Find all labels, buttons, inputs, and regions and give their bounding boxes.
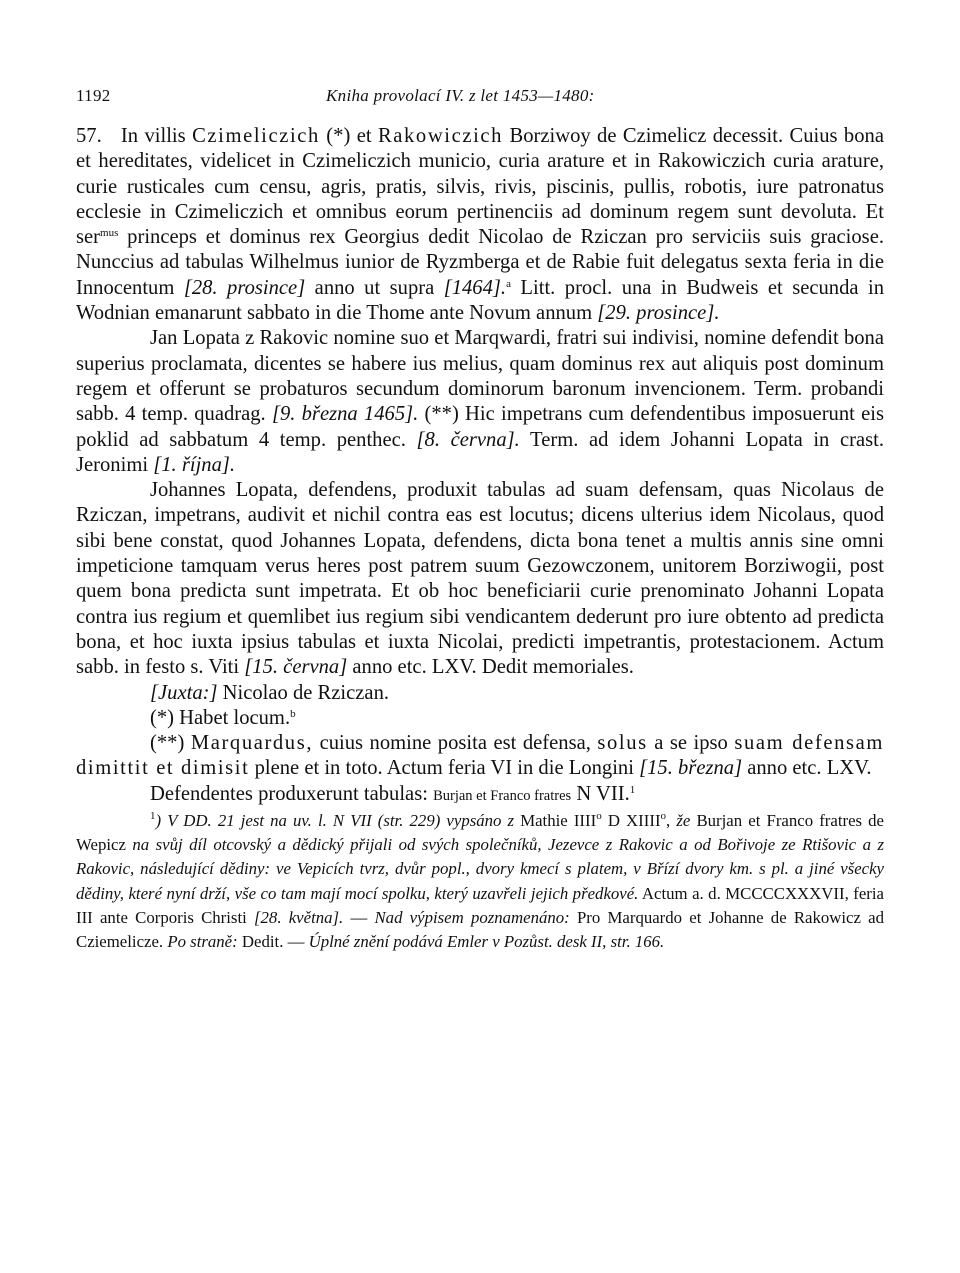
entry-paragraph-4: [Juxta:] Nicolao de Rziczan.	[150, 681, 390, 704]
date-note: [15. března]	[639, 757, 743, 780]
editorial-note: [Juxta:]	[150, 681, 218, 704]
note-marker: b	[290, 707, 296, 720]
footnote-ref: 1	[629, 783, 636, 796]
entry-paragraph-6: (**) Marquardus, cuius nomine posita est defensa, solus a se ipso suam defensam dimittit et dimisit plene et in toto. Actum feria VI in die Longini [15. března] anno etc. LXV.	[76, 732, 884, 780]
date-note: [9. března 1465].	[271, 403, 419, 426]
spaced-text: suam defensam dimittit et dimisit	[76, 732, 884, 780]
spaced-place-name: Czimeliczich	[192, 125, 320, 147]
spaced-place-name: Rakowiczich	[377, 125, 504, 147]
date-note: [1464].	[443, 276, 507, 299]
entry-paragraph-5: (*) Habet locum.$^b$	[150, 706, 296, 729]
date-note: [15. června]	[244, 656, 348, 679]
defendants-names: Burjan et Franco fratres	[433, 787, 572, 804]
entry-number: 57.	[76, 125, 102, 147]
footnote-1: $^1$) V DD. 21 jest na uv. l. N VII (str. 229) vypsáno z Mathie IIII$^o$ D XIIII$^o$, že Burjan et Franco fratres de Wepicz na svůj díl otcovský a dědický přijali od svých společníků, Jezevce z Rakovic a od Bořivoje ze Rtišovic a z Rakovic, následující dědiny: ve Vepicích tvrz, dvůr popl., dvory kmecí s platem, v Břízí dvory km. s pl. a jiné všecky dědiny, které nyní drží, vše co tam mají mocí spolku, který uzavřeli jejich předkové. Actum a. d. MCCCCXXXVII, feria III ante Corporis Christi [28. května]. — Nad výpisem poznamenáno: Pro Marquardo et Johanne de Rakowicz ad Cziemelicze. Po straně: Dedit. — Úplné znění podává Emler v Pozůst. desk II, str. 166.	[76, 810, 885, 952]
date-note: [1. října].	[153, 453, 236, 476]
page-header-title: Kniha provolací IV. z let 1453—1480:	[326, 86, 595, 105]
entry-body	[76, 124, 884, 809]
spaced-text: Marquardus,	[190, 732, 314, 755]
running-head	[76, 86, 884, 106]
spaced-text: solus	[597, 732, 648, 755]
entry-paragraph-7: Defendentes produxerunt tabulas: Burjan et Franco fratres N VII.$^1$	[150, 782, 636, 805]
note-marker: a	[506, 277, 511, 290]
footnotes	[76, 809, 884, 954]
date-note: [8. června].	[416, 428, 520, 451]
entry-paragraph-2: Jan Lopata z Rakovic nomine suo et Marqwardi, fratri sui indivisi, nomine defendit bona superius proclamata, dicentes se habere ius melius, quam dominus rex aut aliquis post dominum regem et offerunt se probaturos secundum dominorum baronum invencionem. Term. probandi sabb. 4 temp. quadrag. [9. března 1465]. (**) Hic impetrans cum defendentibus imposuerunt eis poklid ad sabbatum 4 temp. penthec. [8. června]. Term. ad idem Johanni Lopata in crast. Jeronimi [1. října].	[76, 327, 884, 476]
entry-paragraph-3: Johannes Lopata, defendens, produxit tabulas ad suam defensam, quas Nicolaus de Rziczan, impetrans, audivit et nichil contra eas est locutus; dicens ulterius idem Nicolaus, quod sibi bene constat, quod Johannes Lopata, defendens, dicta bona tenet a multis annis sine omni impeticione tamquam verus heres post patrem suum Gezowczonem, unitorem Borziwogii, post quem bona predicta sunt impetrata. Et ob hoc beneficiarii curie prenominato Johanni Lopata contra ius regium et quemlibet ius regium sibi vendicantem dederunt pro iure obtento ad predicta bona, et hoc iuxta ipsius tabulas et iuxta Nicolai, predicti impetrantis, protestacionem. Actum sabb. in festo s. Viti [15. června] anno etc. LXV. Dedit memoriales.	[76, 479, 884, 679]
footnote-marker: 1	[150, 810, 156, 823]
entry-paragraph-1: 57. In villis Czimeliczich (*) et Rakowiczich Borziwoy de Czimelicz decessit. Cuius bona et hereditates, videlicet in Czimeliczich municio, curia arature et in Rakowiczich curia arature, curie rusticales cum censu, agris, pratis, silvis, rivis, piscinis, pullis, robotis, iure patronatus ecclesie in Czimeliczich et omnibus eorum pertinenciis ad dominum regem sunt devoluta. Et ser$^{mus}$ princeps et dominus rex Georgius dedit Nicolao de Rziczan pro serviciis suis graciose. Nunccius ad tabulas Wilhelmus iunior de Ryzmberga et de Rabie fuit delegatus sexta feria in die Innocentum [28. prosince] anno ut supra [1464].$^a$ Litt. procl. una in Budweis et secunda in Wodnian emanarunt sabbato in die Thome ante Novum annum [29. prosince].	[76, 125, 885, 325]
page-number: 1192	[76, 86, 111, 105]
date-note: [29. prosince].	[597, 302, 720, 325]
document-page	[76, 86, 884, 954]
date-note: [28. prosince]	[183, 276, 306, 299]
